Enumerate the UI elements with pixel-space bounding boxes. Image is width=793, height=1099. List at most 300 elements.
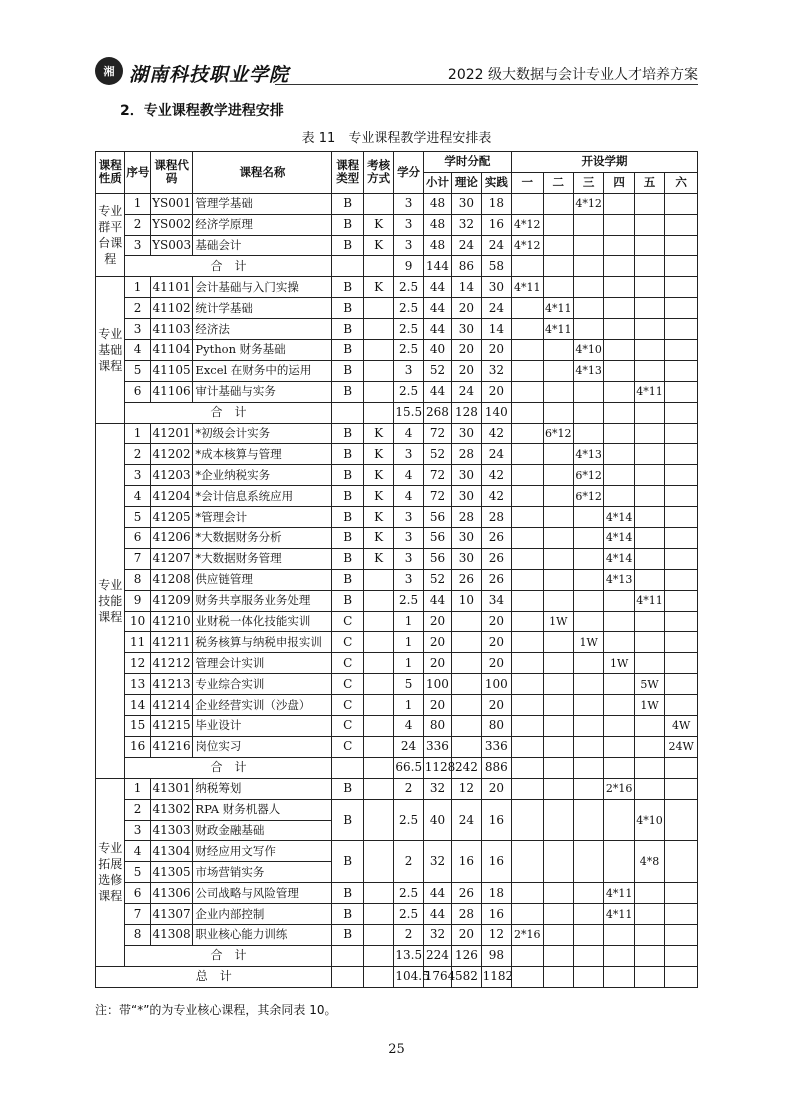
semester-4-cell: 4*13 bbox=[604, 569, 634, 590]
exam-cell: K bbox=[363, 486, 393, 507]
empty-cell bbox=[332, 757, 363, 778]
table-row bbox=[96, 528, 698, 549]
semester-5-cell bbox=[634, 548, 664, 569]
hours-total-cell: 72 bbox=[423, 423, 451, 444]
empty-cell bbox=[634, 256, 664, 277]
empty-cell bbox=[573, 757, 603, 778]
empty-cell bbox=[512, 256, 543, 277]
hours-theory-cell: 30 bbox=[452, 548, 481, 569]
exam-cell bbox=[363, 778, 393, 799]
empty-cell bbox=[512, 945, 543, 966]
hours-theory-cell bbox=[452, 611, 481, 632]
table-row bbox=[96, 736, 698, 757]
hours-practice-cell: 18 bbox=[481, 883, 511, 904]
seq-cell: 5 bbox=[125, 862, 150, 883]
col-header-s5: 五 bbox=[634, 172, 664, 193]
document-title: 2022 级大数据与会计专业人才培养方案 bbox=[447, 67, 698, 83]
empty-cell bbox=[573, 966, 603, 987]
hours-total-cell: 44 bbox=[423, 904, 451, 925]
hours-total-cell: 100 bbox=[423, 674, 451, 695]
course-name-cell: 财务共享服务业务处理 bbox=[193, 590, 332, 611]
semester-2-cell bbox=[543, 277, 573, 298]
semester-4-cell bbox=[604, 340, 634, 361]
hours-theory-cell bbox=[452, 716, 481, 737]
semester-1-cell bbox=[512, 841, 543, 883]
exam-cell: K bbox=[363, 548, 393, 569]
empty-cell bbox=[665, 402, 698, 423]
semester-1-cell bbox=[512, 486, 543, 507]
semester-4-cell bbox=[604, 632, 634, 653]
hours-total-cell: 72 bbox=[423, 465, 451, 486]
semester-2-cell bbox=[543, 193, 573, 214]
seq-cell: 4 bbox=[125, 340, 150, 361]
code-cell: 41302 bbox=[150, 799, 193, 820]
grand-total-label: 总 计 bbox=[96, 966, 332, 987]
semester-6-cell: 4W bbox=[665, 716, 698, 737]
code-cell: 41106 bbox=[150, 381, 193, 402]
platform-group bbox=[96, 193, 698, 277]
empty-cell bbox=[512, 757, 543, 778]
semester-2-cell bbox=[543, 904, 573, 925]
course-name-cell: Excel 在财务中的运用 bbox=[193, 360, 332, 381]
hours-theory-cell: 26 bbox=[452, 883, 481, 904]
table-row bbox=[96, 653, 698, 674]
table-row bbox=[96, 360, 698, 381]
grand-total-credit: 104.5 bbox=[394, 966, 423, 987]
subtotal-row bbox=[96, 757, 698, 778]
hours-total-cell: 56 bbox=[423, 528, 451, 549]
semester-1-cell bbox=[512, 569, 543, 590]
semester-1-cell bbox=[512, 319, 543, 340]
exam-cell: K bbox=[363, 423, 393, 444]
semester-6-cell bbox=[665, 548, 698, 569]
semester-6-cell bbox=[665, 695, 698, 716]
hours-theory-cell: 30 bbox=[452, 465, 481, 486]
table-row bbox=[96, 319, 698, 340]
course-name-cell: 公司战略与风险管理 bbox=[193, 883, 332, 904]
subtotal-label: 合 计 bbox=[125, 945, 332, 966]
semester-5-cell bbox=[634, 611, 664, 632]
course-name-cell: 纳税筹划 bbox=[193, 778, 332, 799]
exam-cell bbox=[363, 632, 393, 653]
code-cell: YS001 bbox=[150, 193, 193, 214]
hours-practice-cell: 16 bbox=[481, 799, 511, 841]
semester-3-cell bbox=[573, 381, 603, 402]
hours-total-cell: 52 bbox=[423, 444, 451, 465]
course-name-cell: 毕业设计 bbox=[193, 716, 332, 737]
semester-4-cell: 4*14 bbox=[604, 507, 634, 528]
hours-theory-cell: 30 bbox=[452, 423, 481, 444]
empty-cell bbox=[512, 402, 543, 423]
semester-4-cell: 4*14 bbox=[604, 528, 634, 549]
semester-5-cell bbox=[634, 423, 664, 444]
credit-cell: 2.5 bbox=[394, 277, 423, 298]
seq-cell: 10 bbox=[125, 611, 150, 632]
semester-2-cell bbox=[543, 695, 573, 716]
code-cell: 41206 bbox=[150, 528, 193, 549]
exam-cell bbox=[363, 360, 393, 381]
type-cell: B bbox=[332, 507, 363, 528]
exam-cell bbox=[363, 674, 393, 695]
type-cell: C bbox=[332, 632, 363, 653]
subtotal-credit: 66.5 bbox=[394, 757, 423, 778]
semester-1-cell bbox=[512, 548, 543, 569]
course-schedule-table bbox=[95, 151, 698, 988]
empty-cell bbox=[363, 757, 393, 778]
seq-cell: 1 bbox=[125, 778, 150, 799]
col-header-exam: 考核方式 bbox=[363, 152, 393, 194]
course-name-cell: 管理学基础 bbox=[193, 193, 332, 214]
semester-5-cell bbox=[634, 632, 664, 653]
semester-2-cell bbox=[543, 444, 573, 465]
hours-practice-cell: 28 bbox=[481, 507, 511, 528]
hours-theory-cell bbox=[452, 632, 481, 653]
semester-4-cell bbox=[604, 486, 634, 507]
empty-cell bbox=[512, 966, 543, 987]
seq-cell: 13 bbox=[125, 674, 150, 695]
type-cell: B bbox=[332, 381, 363, 402]
exam-cell: K bbox=[363, 277, 393, 298]
semester-3-cell bbox=[573, 778, 603, 799]
credit-cell: 2 bbox=[394, 778, 423, 799]
course-name-cell: 市场营销实务 bbox=[193, 862, 332, 883]
semester-4-cell bbox=[604, 924, 634, 945]
semester-6-cell bbox=[665, 465, 698, 486]
hours-theory-cell: 30 bbox=[452, 528, 481, 549]
subtotal-hours-theory: 126 bbox=[452, 945, 481, 966]
type-cell: B bbox=[332, 360, 363, 381]
exam-cell bbox=[363, 193, 393, 214]
code-cell: 41304 bbox=[150, 841, 193, 862]
course-name-cell: 岗位实习 bbox=[193, 736, 332, 757]
hours-theory-cell: 14 bbox=[452, 277, 481, 298]
subtotal-hours-total: 144 bbox=[423, 256, 451, 277]
semester-6-cell bbox=[665, 590, 698, 611]
hours-total-cell: 44 bbox=[423, 590, 451, 611]
table-row bbox=[96, 590, 698, 611]
hours-practice-cell: 30 bbox=[481, 277, 511, 298]
type-cell: B bbox=[332, 298, 363, 319]
table-row bbox=[96, 778, 698, 799]
semester-4-cell bbox=[604, 841, 634, 883]
seq-cell: 6 bbox=[125, 528, 150, 549]
code-cell: 41308 bbox=[150, 924, 193, 945]
subtotal-row bbox=[96, 945, 698, 966]
credit-cell: 3 bbox=[394, 193, 423, 214]
hours-total-cell: 20 bbox=[423, 695, 451, 716]
hours-total-cell: 80 bbox=[423, 716, 451, 737]
subtotal-row bbox=[96, 402, 698, 423]
code-cell: 41306 bbox=[150, 883, 193, 904]
credit-cell: 2.5 bbox=[394, 883, 423, 904]
table-row bbox=[96, 569, 698, 590]
hours-practice-cell: 34 bbox=[481, 590, 511, 611]
semester-4-cell bbox=[604, 319, 634, 340]
seq-cell: 3 bbox=[125, 235, 150, 256]
semester-3-cell bbox=[573, 924, 603, 945]
hours-practice-cell: 12 bbox=[481, 924, 511, 945]
subtotal-label: 合 计 bbox=[125, 402, 332, 423]
hours-total-cell: 48 bbox=[423, 235, 451, 256]
semester-3-cell bbox=[573, 277, 603, 298]
semester-2-cell bbox=[543, 924, 573, 945]
exam-cell bbox=[363, 883, 393, 904]
semester-3-cell bbox=[573, 716, 603, 737]
semester-1-cell bbox=[512, 507, 543, 528]
semester-4-cell bbox=[604, 381, 634, 402]
exam-cell bbox=[363, 569, 393, 590]
semester-4-cell: 1W bbox=[604, 653, 634, 674]
semester-5-cell bbox=[634, 653, 664, 674]
page-header bbox=[95, 57, 698, 87]
hours-practice-cell: 24 bbox=[481, 298, 511, 319]
semester-5-cell bbox=[634, 298, 664, 319]
semester-3-cell: 4*12 bbox=[573, 193, 603, 214]
semester-1-cell bbox=[512, 695, 543, 716]
semester-1-cell bbox=[512, 423, 543, 444]
semester-2-cell bbox=[543, 716, 573, 737]
seq-cell: 6 bbox=[125, 381, 150, 402]
semester-6-cell bbox=[665, 360, 698, 381]
hours-theory-cell: 10 bbox=[452, 590, 481, 611]
hours-total-cell: 336 bbox=[423, 736, 451, 757]
semester-5-cell bbox=[634, 736, 664, 757]
subtotal-credit: 9 bbox=[394, 256, 423, 277]
course-name-cell: 经济学原理 bbox=[193, 214, 332, 235]
category-cell: 专业基础课程 bbox=[96, 277, 125, 423]
empty-cell bbox=[573, 945, 603, 966]
semester-6-cell bbox=[665, 841, 698, 883]
extension-group bbox=[96, 778, 698, 966]
hours-theory-cell: 28 bbox=[452, 904, 481, 925]
semester-3-cell bbox=[573, 423, 603, 444]
empty-cell bbox=[332, 966, 363, 987]
semester-6-cell bbox=[665, 883, 698, 904]
exam-cell bbox=[363, 716, 393, 737]
hours-practice-cell: 24 bbox=[481, 235, 511, 256]
semester-1-cell bbox=[512, 674, 543, 695]
semester-5-cell bbox=[634, 507, 664, 528]
semester-1-cell bbox=[512, 778, 543, 799]
course-name-cell: 会计基础与入门实操 bbox=[193, 277, 332, 298]
semester-4-cell bbox=[604, 277, 634, 298]
subtotal-hours-total: 224 bbox=[423, 945, 451, 966]
code-cell: 41216 bbox=[150, 736, 193, 757]
type-cell: B bbox=[332, 319, 363, 340]
code-cell: 41305 bbox=[150, 862, 193, 883]
exam-cell: K bbox=[363, 214, 393, 235]
seq-cell: 15 bbox=[125, 716, 150, 737]
semester-3-cell bbox=[573, 298, 603, 319]
credit-cell: 2.5 bbox=[394, 340, 423, 361]
hours-practice-cell: 336 bbox=[481, 736, 511, 757]
subtotal-credit: 15.5 bbox=[394, 402, 423, 423]
semester-5-cell bbox=[634, 444, 664, 465]
course-name-cell: 业财税一体化技能实训 bbox=[193, 611, 332, 632]
empty-cell bbox=[665, 757, 698, 778]
empty-cell bbox=[604, 966, 634, 987]
semester-6-cell bbox=[665, 778, 698, 799]
credit-cell: 3 bbox=[394, 444, 423, 465]
hours-practice-cell: 20 bbox=[481, 778, 511, 799]
course-name-cell: *大数据财务管理 bbox=[193, 548, 332, 569]
empty-cell bbox=[363, 256, 393, 277]
hours-theory-cell bbox=[452, 674, 481, 695]
col-header-code: 课程代码 bbox=[150, 152, 193, 194]
hours-total-cell: 56 bbox=[423, 507, 451, 528]
table-row bbox=[96, 611, 698, 632]
hours-theory-cell bbox=[452, 695, 481, 716]
code-cell: 41103 bbox=[150, 319, 193, 340]
hours-theory-cell: 20 bbox=[452, 298, 481, 319]
semester-6-cell bbox=[665, 214, 698, 235]
credit-cell: 1 bbox=[394, 695, 423, 716]
type-cell: C bbox=[332, 716, 363, 737]
semester-2-cell bbox=[543, 548, 573, 569]
code-cell: 41211 bbox=[150, 632, 193, 653]
semester-4-cell bbox=[604, 674, 634, 695]
semester-6-cell bbox=[665, 340, 698, 361]
semester-6-cell bbox=[665, 298, 698, 319]
semester-2-cell bbox=[543, 214, 573, 235]
semester-6-cell bbox=[665, 193, 698, 214]
empty-cell bbox=[332, 402, 363, 423]
semester-3-cell bbox=[573, 548, 603, 569]
hours-practice-cell: 80 bbox=[481, 716, 511, 737]
semester-2-cell: 4*11 bbox=[543, 319, 573, 340]
code-cell: 41205 bbox=[150, 507, 193, 528]
school-logo-icon: 湘 bbox=[95, 57, 123, 85]
seq-cell: 1 bbox=[125, 277, 150, 298]
code-cell: 41210 bbox=[150, 611, 193, 632]
type-cell: B bbox=[332, 569, 363, 590]
col-header-s4: 四 bbox=[604, 172, 634, 193]
credit-cell: 2.5 bbox=[394, 904, 423, 925]
semester-6-cell bbox=[665, 277, 698, 298]
type-cell: B bbox=[332, 528, 363, 549]
semester-4-cell bbox=[604, 214, 634, 235]
semester-4-cell bbox=[604, 695, 634, 716]
course-name-cell: 财政金融基础 bbox=[193, 820, 332, 841]
col-header-hours-theory: 理论 bbox=[452, 172, 481, 193]
semester-2-cell bbox=[543, 360, 573, 381]
credit-cell: 2.5 bbox=[394, 381, 423, 402]
code-cell: 41101 bbox=[150, 277, 193, 298]
semester-1-cell bbox=[512, 465, 543, 486]
course-name-cell: Python 财务基础 bbox=[193, 340, 332, 361]
credit-cell: 4 bbox=[394, 465, 423, 486]
hours-practice-cell: 26 bbox=[481, 528, 511, 549]
code-cell: 41301 bbox=[150, 778, 193, 799]
hours-practice-cell: 24 bbox=[481, 444, 511, 465]
semester-3-cell bbox=[573, 695, 603, 716]
hours-theory-cell: 28 bbox=[452, 507, 481, 528]
empty-cell bbox=[604, 945, 634, 966]
hours-practice-cell: 14 bbox=[481, 319, 511, 340]
semester-1-cell bbox=[512, 632, 543, 653]
subtotal-hours-practice: 58 bbox=[481, 256, 511, 277]
semester-4-cell bbox=[604, 590, 634, 611]
hours-theory-cell bbox=[452, 653, 481, 674]
subtotal-row bbox=[96, 256, 698, 277]
semester-1-cell bbox=[512, 298, 543, 319]
table-row bbox=[96, 548, 698, 569]
semester-2-cell bbox=[543, 340, 573, 361]
exam-cell bbox=[363, 799, 393, 841]
hours-theory-cell: 26 bbox=[452, 569, 481, 590]
code-cell: 41201 bbox=[150, 423, 193, 444]
empty-cell bbox=[543, 945, 573, 966]
grand-total-hours-total: 1764 bbox=[423, 966, 451, 987]
course-name-cell: 企业内部控制 bbox=[193, 904, 332, 925]
type-cell: B bbox=[332, 277, 363, 298]
semester-5-cell bbox=[634, 360, 664, 381]
semester-1-cell bbox=[512, 340, 543, 361]
course-name-cell: 企业经营实训（沙盘） bbox=[193, 695, 332, 716]
hours-theory-cell: 30 bbox=[452, 319, 481, 340]
seq-cell: 4 bbox=[125, 486, 150, 507]
type-cell: B bbox=[332, 590, 363, 611]
subtotal-label: 合 计 bbox=[125, 757, 332, 778]
empty-cell bbox=[332, 256, 363, 277]
semester-3-cell bbox=[573, 904, 603, 925]
semester-3-cell bbox=[573, 799, 603, 841]
table-footnote: 注：带“*”的为专业核心课程，其余同表 10。 bbox=[95, 1003, 337, 1017]
subtotal-hours-total: 1128 bbox=[423, 757, 451, 778]
seq-cell: 2 bbox=[125, 444, 150, 465]
semester-3-cell bbox=[573, 235, 603, 256]
category-cell: 专业技能课程 bbox=[96, 423, 125, 778]
table-row bbox=[96, 507, 698, 528]
empty-cell bbox=[363, 966, 393, 987]
credit-cell: 1 bbox=[394, 632, 423, 653]
type-cell: B bbox=[332, 214, 363, 235]
exam-cell bbox=[363, 736, 393, 757]
empty-cell bbox=[634, 757, 664, 778]
subtotal-hours-theory: 242 bbox=[452, 757, 481, 778]
table-row bbox=[96, 340, 698, 361]
code-cell: 41213 bbox=[150, 674, 193, 695]
type-cell: B bbox=[332, 883, 363, 904]
subtotal-hours-practice: 140 bbox=[481, 402, 511, 423]
semester-5-cell bbox=[634, 486, 664, 507]
exam-cell bbox=[363, 381, 393, 402]
semester-5-cell bbox=[634, 465, 664, 486]
subtotal-hours-theory: 128 bbox=[452, 402, 481, 423]
course-name-cell: 基础会计 bbox=[193, 235, 332, 256]
empty-cell bbox=[665, 945, 698, 966]
semester-3-cell bbox=[573, 674, 603, 695]
semester-4-cell: 4*11 bbox=[604, 883, 634, 904]
col-header-hours-total: 小计 bbox=[423, 172, 451, 193]
course-name-cell: *成本核算与管理 bbox=[193, 444, 332, 465]
semester-3-cell bbox=[573, 507, 603, 528]
hours-theory-cell: 24 bbox=[452, 381, 481, 402]
semester-6-cell bbox=[665, 924, 698, 945]
semester-3-cell: 6*12 bbox=[573, 465, 603, 486]
semester-2-cell bbox=[543, 465, 573, 486]
empty-cell bbox=[543, 966, 573, 987]
credit-cell: 3 bbox=[394, 360, 423, 381]
subtotal-hours-practice: 886 bbox=[481, 757, 511, 778]
semester-1-cell bbox=[512, 736, 543, 757]
credit-cell: 3 bbox=[394, 214, 423, 235]
semester-1-cell bbox=[512, 611, 543, 632]
semester-6-cell bbox=[665, 653, 698, 674]
course-name-cell: 税务核算与纳税申报实训 bbox=[193, 632, 332, 653]
course-name-cell: 供应链管理 bbox=[193, 569, 332, 590]
col-header-hours: 学时分配 bbox=[423, 152, 511, 173]
